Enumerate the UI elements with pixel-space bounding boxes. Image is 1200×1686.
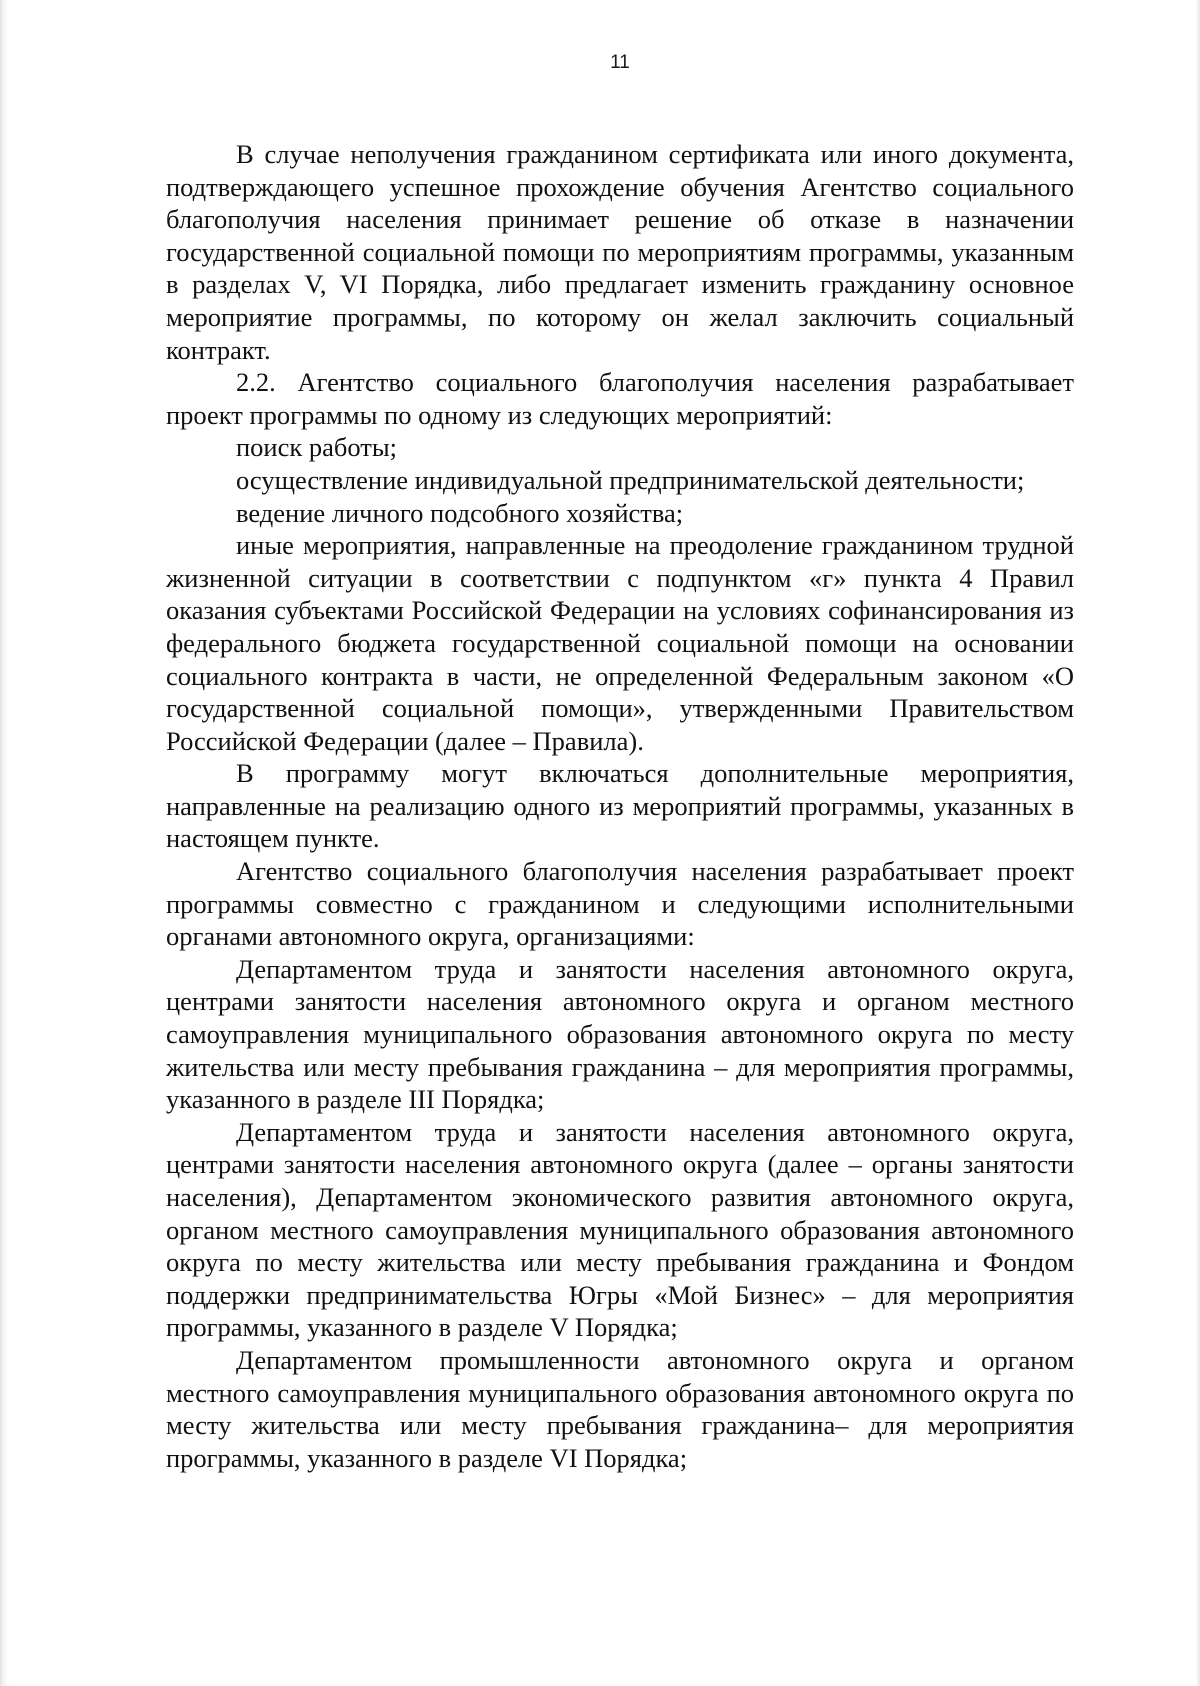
paragraph-labor-department-section-3: Департаментом труда и занятости населения автономного округа, центрами занятости населения автономного округа и органом местного самоуправления муниципального образования автономного округа по месту жительства или месту пребывания гражданина – для мероприятия программы, указанного в разделе III Порядка; xyxy=(166,953,1074,1115)
page-number: 11 xyxy=(610,52,630,73)
list-item-entrepreneurship: осуществление индивидуальной предпринимательской деятельности; xyxy=(236,464,1025,495)
list-item-other-measures: иные мероприятия, направленные на преодоление гражданином трудной жизненной ситуации в соответствии с подпунктом «г» пункта 4 Правил оказания субъектами Российской Федерации на условиях софинансирования из федерального бюджета государственной социальной помощи на основании социального контракта в части, не определенной Федеральным законом «О государственной социальной помощи», утвержденными Правительством Российской Федерации (далее – Правила). xyxy=(166,530,1074,756)
paragraph-additional-measures: В программу могут включаться дополнительные мероприятия, направленные на реализацию одного из мероприятий программы, указанных в настоящем пункте. xyxy=(166,758,1074,854)
paragraph-labor-department-section-5: Департаментом труда и занятости населения автономного округа, центрами занятости населения автономного округа (далее – органы занятости населения), Департаментом экономического развития автономного округа, органом местного самоуправления муниципального образования автономного округа по месту жительства или месту пребывания гражданина и Фондом поддержки предпринимательства Югры «Мой Бизнес» – для мероприятия программы, указанного в разделе V Порядка; xyxy=(166,1116,1074,1343)
scan-edge-right xyxy=(1196,0,1200,1686)
document-body xyxy=(166,138,1074,1474)
list-item-job-search: поиск работы; xyxy=(236,432,398,463)
paragraph-industry-department-section-6: Департаментом промышленности автономного округа и органом местного самоуправления муниципального образования автономного округа по месту жительства или месту пребывания гражданина– для мероприятия программы, указанного в разделе VI Порядка; xyxy=(166,1344,1074,1473)
paragraph-section-2-2: 2.2. Агентство социального благополучия населения разрабатывает проект программы по одному из следующих мероприятий: xyxy=(166,367,1074,430)
paragraph-certificate-refusal: В случае неполучения гражданином сертификата или иного документа, подтверждающего успешное прохождение обучения Агентство социального благополучия населения принимает решение об отказе в назначении государственной социальной помощи по мероприятиям программы, указанным в разделах V, VI Порядка, либо предлагает изменить гражданину основное мероприятие программы, по которому он желал заключить социальный контракт. xyxy=(166,139,1074,365)
list-item-household-farming: ведение личного подсобного хозяйства; xyxy=(236,497,684,528)
paragraph-joint-development: Агентство социального благополучия населения разрабатывает проект программы совместно с гражданином и следующими исполнительными органами автономного округа, организациями: xyxy=(166,856,1074,952)
scan-edge-left xyxy=(0,0,10,1686)
